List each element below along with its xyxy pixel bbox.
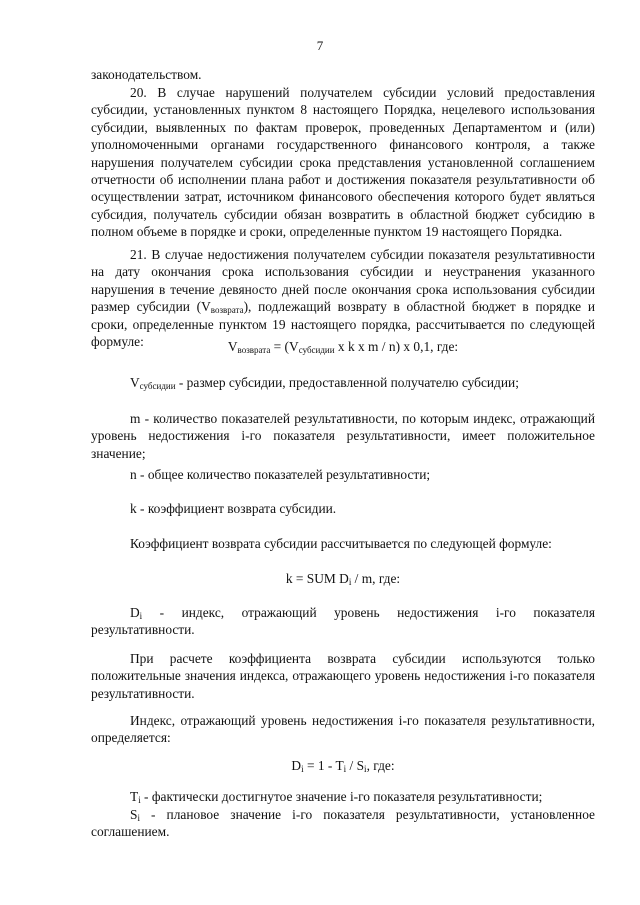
definition-k: k - коэффициент возврата субсидии. [130, 501, 337, 516]
definition-d-subscript: i [139, 611, 143, 621]
definition-v-text: - размер субсидии, предоставленной получателю субсидии; [175, 375, 519, 390]
page-number: 7 [316, 38, 324, 53]
definition-d-symbol: D [130, 605, 140, 620]
formula-refund-mid: = (V [270, 339, 299, 354]
formula-index-sub1: i [301, 764, 304, 774]
definition-m: m - количество показателей результативности, по которым индекс, отражающий уровень недостижения i-го показателя результативности, имеет положительное значение; [91, 411, 595, 461]
formula-coefficient-a: k = SUM D [285, 571, 349, 586]
definition-s [91, 806, 595, 841]
paragraph-21 [91, 246, 595, 350]
paragraph-positive-values: При расчете коэффициента возврата субсидии используются только положительные значения индекса, отражающего уровень недостижения i-го показателя результативности. [91, 651, 595, 701]
coefficient-intro: Коэффициент возврата субсидии рассчитывается по следующей формуле: [130, 536, 552, 551]
formula-refund [91, 338, 595, 355]
definition-t-text: - фактически достигнутое значение i-го показателя результативности; [140, 789, 543, 804]
definition-v-subsidy [91, 374, 595, 391]
definition-s-text: - плановое значение i-го показателя результативности, установленное соглашением. [91, 807, 595, 840]
formula-index-b: = 1 - T [303, 758, 344, 773]
definition-v-symbol: V [130, 375, 140, 390]
formula-coefficient-sub: i [348, 577, 352, 587]
definition-t-symbol: T [130, 789, 139, 804]
paragraph-index-determined: Индекс, отражающий уровень недостижения i-го показателя результативности, определяется: [91, 713, 595, 746]
formula-index-sub3: i [364, 764, 367, 774]
formula-coefficient-b: / m, где: [351, 571, 401, 586]
formula-index-sub2: i [343, 764, 347, 774]
paragraph-20: 20. В случае нарушений получателем субсидии условий предоставления субсидии, установленных пунктом 8 настоящего Порядка, нецелевого использования субсидии, выявленных по фактам проверок, проведенных Департаментом и (или) уполномоченными органами государственного финансового контроля, а также нарушения получателем субсидии срока представления установленной соглашением отчетности об исполнении плана работ и достижения показателя результативности об осуществлении затрат, источником финансового обеспечения которого будет являться субсидия, получатель субсидии обязан возвратить в областной бюджет субсидию в полном объеме в порядке и сроки, определенные пунктом 19 настоящего Порядка. [91, 85, 595, 240]
formula-refund-sub2: субсидии [298, 345, 335, 355]
formula-index-d: , где: [366, 758, 395, 773]
definition-v-subscript: субсидии [139, 381, 176, 391]
formula-refund-v: V [227, 339, 238, 354]
definition-d [91, 604, 595, 639]
paragraph-continuation: законодательством. [91, 67, 202, 82]
definition-s-symbol: S [130, 807, 138, 822]
definition-s-subscript: i [137, 813, 140, 823]
definition-t [91, 788, 595, 805]
paragraph-21-text-b: ), подлежащий возврату в областной бюджет в порядке и сроки, определенные пунктом 19 настоящего порядка, рассчитывается по следующей формуле: [91, 299, 595, 350]
formula-refund-end: x k x m / n) x 0,1, где: [334, 339, 459, 354]
formula-index [91, 757, 595, 774]
formula-refund-sub1: возврата [237, 345, 271, 355]
paragraph-21-text-a: 21. В случае недостижения получателем субсидии показателя результативности на дату окончания срока использования субсидии и неустранения указанного нарушения в течение девяносто дней после окончания срока использования субсидии размер субсидии (V [91, 247, 595, 315]
paragraph-21-subscript: возврата [210, 305, 244, 316]
formula-coefficient [91, 570, 595, 587]
formula-index-c: / S [346, 758, 365, 773]
formula-index-a: D [291, 758, 302, 773]
definition-d-text: - индекс, отражающий уровень недостижения i-го показателя результативности. [91, 605, 595, 638]
definition-n: n - общее количество показателей результативности; [130, 467, 431, 482]
definition-t-subscript: i [138, 795, 141, 805]
